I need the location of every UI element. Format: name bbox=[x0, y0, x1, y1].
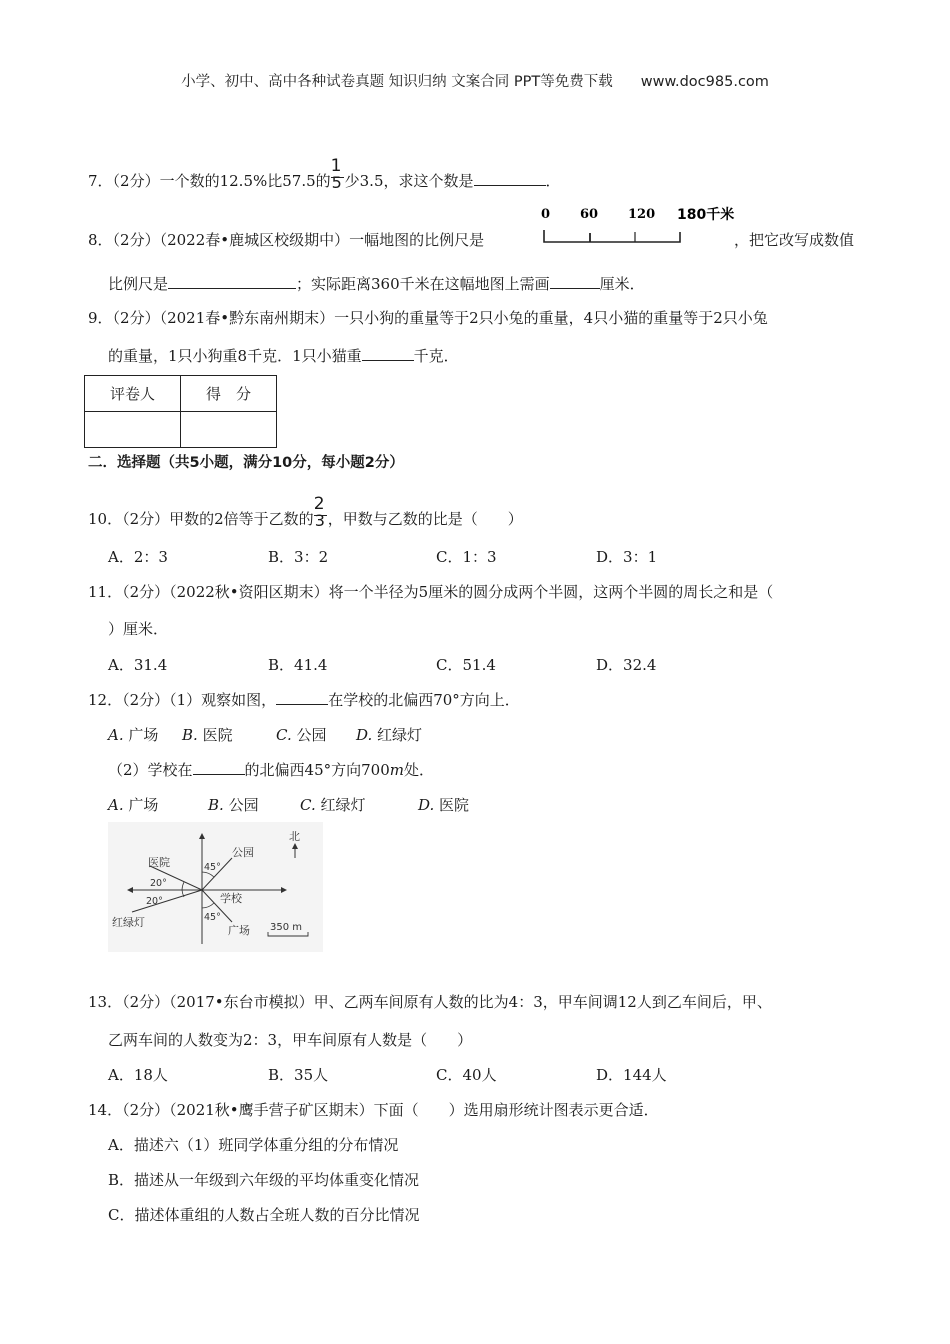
q7-fraction: $\frac{1}{5}$ bbox=[330, 156, 342, 192]
map-angle-45-north: 45° bbox=[204, 862, 221, 873]
question-13: 13．（2分）（2017•东台市模拟）甲、乙两车间原有人数的比为4：3，甲车间调12人到乙车间后，甲、 bbox=[88, 993, 772, 1011]
q8-text-2: ，把它改写成数值 bbox=[734, 231, 855, 249]
q8-blank-1[interactable] bbox=[168, 274, 296, 289]
q12-1-option-b[interactable]: B. 医院 bbox=[182, 726, 233, 744]
q13-line-2: 乙两车间的人数变为2：3，甲车间原有人数是（ ） bbox=[108, 1031, 473, 1049]
map-angle-20-lower: 20° bbox=[146, 896, 163, 907]
map-light-label: 红绿灯 bbox=[112, 916, 145, 929]
q12-2-option-c[interactable]: C. 红绿灯 bbox=[300, 796, 366, 814]
q7-text: 7．（2分）一个数的12.5%比57.5的 bbox=[88, 172, 331, 190]
q10-option-d[interactable]: D．3：1 bbox=[596, 548, 658, 566]
header-site-link[interactable]: www.doc985.com bbox=[640, 74, 769, 90]
question-12: 12．（2分）（1）观察如图， 在学校的北偏西70°方向上． bbox=[88, 691, 520, 709]
score-table-reviewer: 评卷人 bbox=[85, 376, 181, 412]
q12-2-option-d[interactable]: D. 医院 bbox=[418, 796, 470, 814]
question-9: 9．（2分）（2021春•黔东南州期末）一只小狗的重量等于2只小兔的重量，4只小猫的重量等于2只小兔 bbox=[88, 309, 768, 327]
q8-text: 8．（2分）（2022春•鹿城区校级期中）一幅地图的比例尺是 bbox=[88, 231, 485, 249]
header-text: 小学、初中、高中各种试卷真题 知识归纳 文案合同 PPT等免费下载 bbox=[181, 74, 613, 90]
score-table-score-cell[interactable] bbox=[181, 412, 277, 448]
q12-blank-1[interactable] bbox=[276, 690, 328, 705]
map-north-label: 北 bbox=[289, 830, 300, 843]
q12-blank-2[interactable] bbox=[193, 760, 245, 775]
scale-label-60: 60 bbox=[580, 207, 599, 222]
map-angle-20-upper: 20° bbox=[150, 878, 167, 889]
score-table-score: 得 分 bbox=[181, 376, 277, 412]
q11-option-c[interactable]: C．51.4 bbox=[436, 656, 496, 674]
q11-option-a[interactable]: A．31.4 bbox=[108, 656, 168, 674]
q9-blank[interactable] bbox=[362, 346, 414, 361]
q11-line-2: ）厘米． bbox=[108, 620, 169, 638]
question-7: 7．（2分）一个数的12.5%比57.5的 $\frac{1}{5}$ 少3.5，求这个数是 ． bbox=[88, 156, 561, 192]
scale-label-180: 180千米 bbox=[677, 207, 735, 223]
q12-1-option-c[interactable]: C. 公园 bbox=[276, 726, 327, 744]
q13-option-c[interactable]: C．40人 bbox=[436, 1066, 497, 1084]
score-table-reviewer-cell[interactable] bbox=[85, 412, 181, 448]
map-angle-45-south: 45° bbox=[204, 912, 221, 923]
q13-option-d[interactable]: D．144人 bbox=[596, 1066, 667, 1084]
section-2-title: 二．选择题（共5小题，满分10分，每小题2分） bbox=[88, 455, 404, 471]
q12-2-option-b[interactable]: B. 公园 bbox=[208, 796, 259, 814]
q12-1-option-d[interactable]: D. 红绿灯 bbox=[356, 726, 423, 744]
question-14: 14．（2分）（2021秋•鹰手营子矿区期末）下面（ ）选用扇形统计图表示更合适． bbox=[88, 1101, 659, 1119]
q12-1-option-a[interactable]: A. 广场 bbox=[108, 726, 159, 744]
scale-label-0: 0 bbox=[541, 207, 551, 222]
question-11: 11．（2分）（2022秋•资阳区期末）将一个半径为5厘米的圆分成两个半圆，这两个半圆的周长之和是（ bbox=[88, 583, 774, 601]
map-square-label: 广场 bbox=[228, 924, 250, 937]
q12-part-2: （2）学校在 的北偏西45°方向700m处． bbox=[108, 761, 435, 779]
q7-answer-blank[interactable] bbox=[474, 171, 546, 186]
q8-scale-bar bbox=[540, 202, 740, 244]
q7-text-2: 少3.5，求这个数是 bbox=[344, 172, 474, 190]
q14-option-a[interactable]: A．描述六（1）班同学体重分组的分布情况 bbox=[108, 1136, 399, 1154]
q10-option-a[interactable]: A．2：3 bbox=[108, 548, 168, 566]
question-10: 10．（2分）甲数的2倍等于乙数的 $\frac{2}{3}$ ，甲数与乙数的比是（ ） bbox=[88, 494, 523, 530]
map-hospital-label: 医院 bbox=[148, 856, 170, 869]
page-header bbox=[0, 70, 950, 91]
q11-option-b[interactable]: B．41.4 bbox=[268, 656, 328, 674]
q8-line-2: 比例尺是 ；实际距离360千米在这幅地图上需画 厘米． bbox=[108, 275, 645, 293]
score-table bbox=[84, 375, 277, 448]
q9-line-2: 的重量，1只小狗重8千克．1只小猫重 千克． bbox=[108, 347, 459, 365]
q8-blank-2[interactable] bbox=[550, 274, 600, 289]
q13-option-a[interactable]: A．18人 bbox=[108, 1066, 168, 1084]
q12-direction-map bbox=[108, 822, 323, 952]
scale-label-120: 120 bbox=[628, 207, 656, 222]
q10-fraction: $\frac{2}{3}$ bbox=[313, 494, 325, 530]
question-8 bbox=[88, 229, 484, 250]
q14-option-c[interactable]: C．描述体重组的人数占全班人数的百分比情况 bbox=[108, 1206, 420, 1224]
q12-2-option-a[interactable]: A. 广场 bbox=[108, 796, 159, 814]
map-school-label: 学校 bbox=[220, 892, 242, 905]
q10-option-c[interactable]: C．1：3 bbox=[436, 548, 497, 566]
map-scale-label: 350 m bbox=[270, 922, 303, 933]
q11-option-d[interactable]: D．32.4 bbox=[596, 656, 657, 674]
map-park-label: 公园 bbox=[232, 846, 254, 859]
q14-option-b[interactable]: B．描述从一年级到六年级的平均体重变化情况 bbox=[108, 1171, 420, 1189]
q10-option-b[interactable]: B．3：2 bbox=[268, 548, 329, 566]
q13-option-b[interactable]: B．35人 bbox=[268, 1066, 329, 1084]
